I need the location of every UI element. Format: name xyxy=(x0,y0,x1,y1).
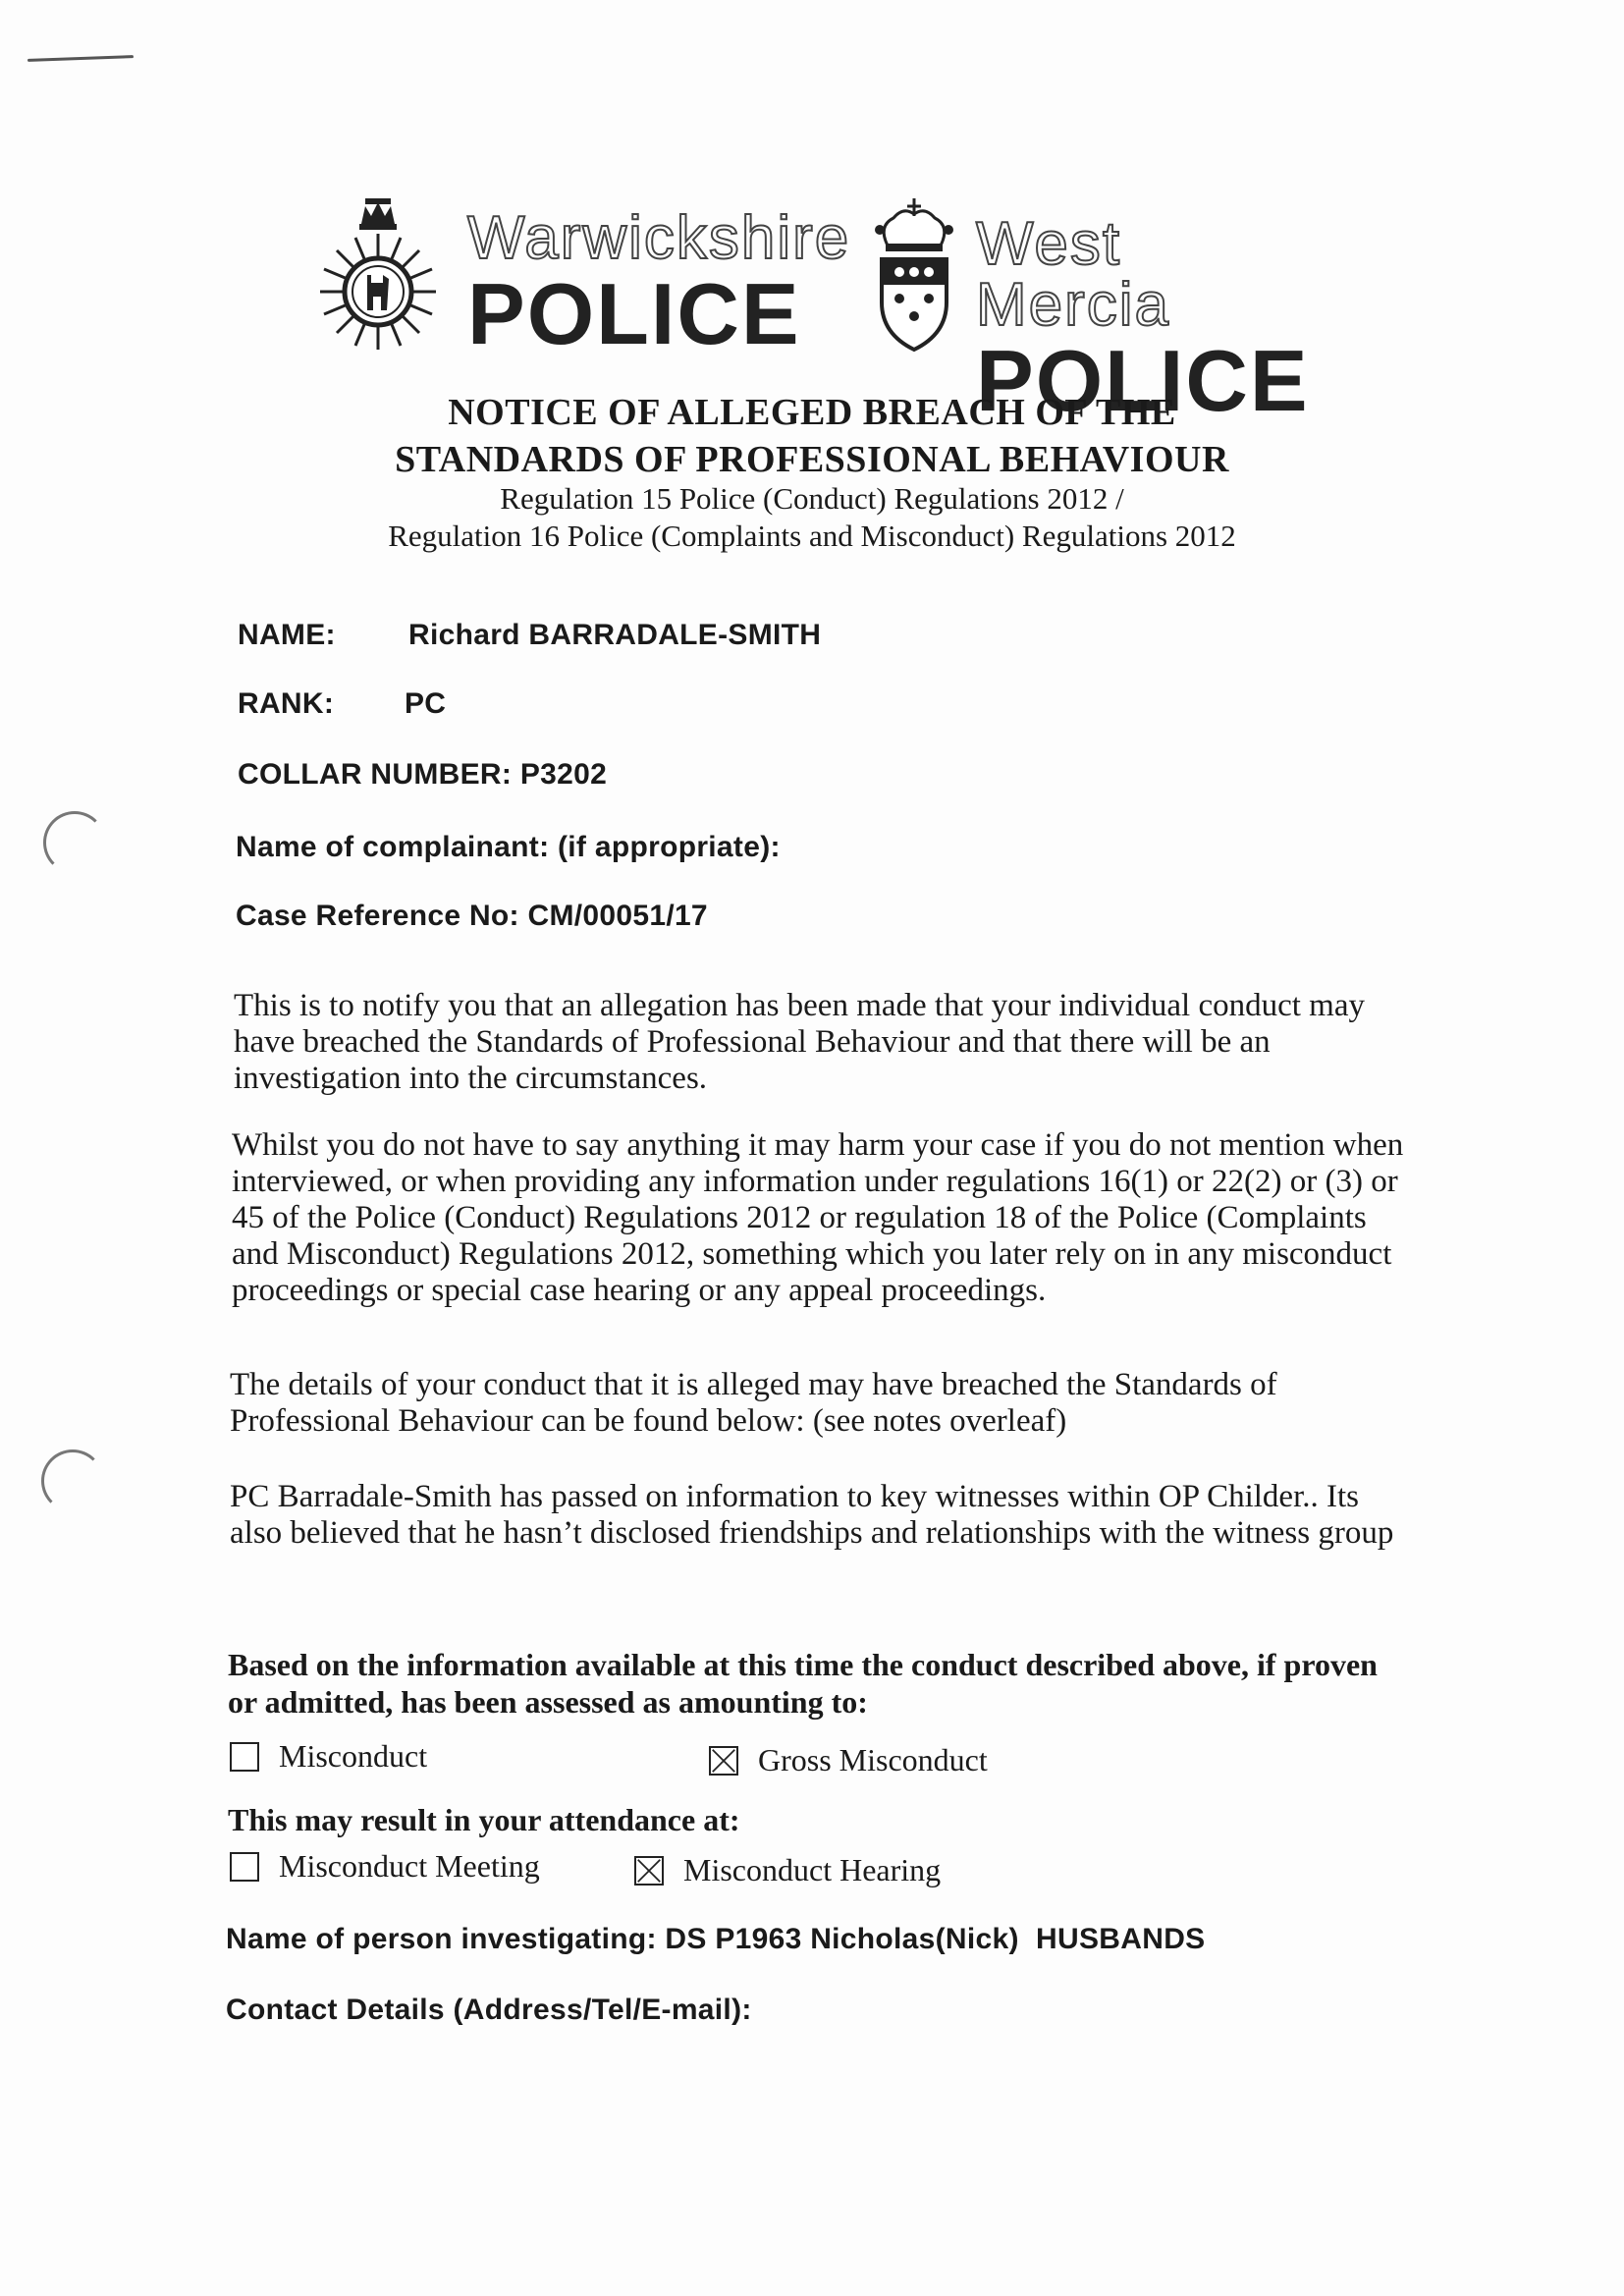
rank-field xyxy=(238,687,447,721)
misconduct-label: Misconduct xyxy=(279,1738,428,1774)
notice-title-line-1: NOTICE OF ALLEGED BREACH OF THE xyxy=(448,392,1176,433)
investigator-label: Name of person investigating: xyxy=(226,1923,657,1955)
west-mercia-name: West Mercia xyxy=(976,210,1171,339)
warwickshire-police-wordmark xyxy=(467,204,851,362)
rank-label: RANK: xyxy=(238,687,335,720)
warwickshire-badge-icon xyxy=(320,194,436,352)
investigator-field xyxy=(226,1923,1205,1956)
name-value: Richard BARRADALE-SMITH xyxy=(408,619,822,651)
gross-misconduct-label: Gross Misconduct xyxy=(758,1742,988,1777)
regulation-line-2: Regulation 16 Police (Complaints and Misconduct) Regulations 2012 xyxy=(388,519,1236,553)
misconduct-hearing-label: Misconduct Hearing xyxy=(683,1852,942,1887)
assessment-question: Based on the information available at this time the conduct described above, if proven or admitted, has been assessed as amounting to: xyxy=(228,1647,1378,1720)
checked-cross-icon xyxy=(711,1748,736,1774)
investigator-value: DS P1963 Nicholas(Nick) HUSBANDS xyxy=(665,1923,1206,1955)
case-reference-value: CM/00051/17 xyxy=(527,900,708,932)
punch-hole-lower xyxy=(41,1449,104,1512)
gross-misconduct-checkbox[interactable] xyxy=(709,1746,738,1776)
misconduct-meeting-label: Misconduct Meeting xyxy=(279,1848,540,1884)
complainant-field xyxy=(236,831,781,864)
contact-details-label: Contact Details (Address/Tel/E-mail): xyxy=(226,1994,752,2026)
allegation-paragraph: PC Barradale-Smith has passed on information to key witnesses within OP Childer.. Its also believed that he hasn’t disclosed friendships and relationships with the witness group xyxy=(230,1479,1394,1551)
regulation-line-1: Regulation 15 Police (Conduct) Regulations 2012 / xyxy=(500,481,1124,516)
checked-cross-icon xyxy=(636,1858,662,1884)
name-label: NAME: xyxy=(238,619,336,651)
notice-title-line-2: STANDARDS OF PROFESSIONAL BEHAVIOUR xyxy=(395,439,1229,480)
misconduct-hearing-checkbox[interactable] xyxy=(634,1856,664,1886)
staple-mark xyxy=(27,55,134,62)
gross-misconduct-option[interactable] xyxy=(709,1742,988,1778)
caution-paragraph: Whilst you do not have to say anything it may harm your case if you do not mention when interviewed, or when providing any information under regulations 16(1) or 22(2) or (3) or 45 of the Police (Conduct) Regulations 2012 or regulation 18 of the Police (Complaints and Misconduct) Regulations 2012, something which you later rely on in any misconduct proceedings or special case hearing or any appeal proceedings. xyxy=(232,1127,1404,1308)
warwickshire-police-text: POLICE xyxy=(467,265,801,362)
collar-number-value: P3202 xyxy=(519,758,608,791)
rank-value: PC xyxy=(405,687,447,720)
west-mercia-police-text: POLICE xyxy=(976,332,1310,429)
misconduct-hearing-option[interactable] xyxy=(634,1852,941,1888)
contact-details-field xyxy=(226,1994,752,2027)
collar-number-label: COLLAR NUMBER: xyxy=(238,758,513,791)
misconduct-checkbox[interactable] xyxy=(230,1742,259,1772)
notice-paragraph: This is to notify you that an allegation has been made that your individual conduct may have breached the Standards of Professional Behaviour and that there will be an investigation into the circumstances. xyxy=(234,988,1365,1096)
warwickshire-name: Warwickshire xyxy=(467,204,851,272)
misconduct-meeting-option[interactable] xyxy=(230,1848,540,1885)
case-reference-label: Case Reference No: xyxy=(236,900,519,932)
misconduct-option[interactable] xyxy=(230,1738,427,1775)
punch-hole-upper xyxy=(43,811,106,874)
details-intro-paragraph: The details of your conduct that it is alleged may have breached the Standards of Professional Behaviour can be found below: (see notes overleaf) xyxy=(230,1367,1277,1439)
complainant-label: Name of complainant: (if appropriate): xyxy=(236,831,781,863)
case-reference-field xyxy=(236,900,708,933)
misconduct-meeting-checkbox[interactable] xyxy=(230,1852,259,1882)
attendance-question: This may result in your attendance at: xyxy=(228,1802,740,1837)
collar-number-field xyxy=(238,758,607,792)
name-field xyxy=(238,619,822,652)
west-mercia-crest-icon xyxy=(868,196,960,354)
